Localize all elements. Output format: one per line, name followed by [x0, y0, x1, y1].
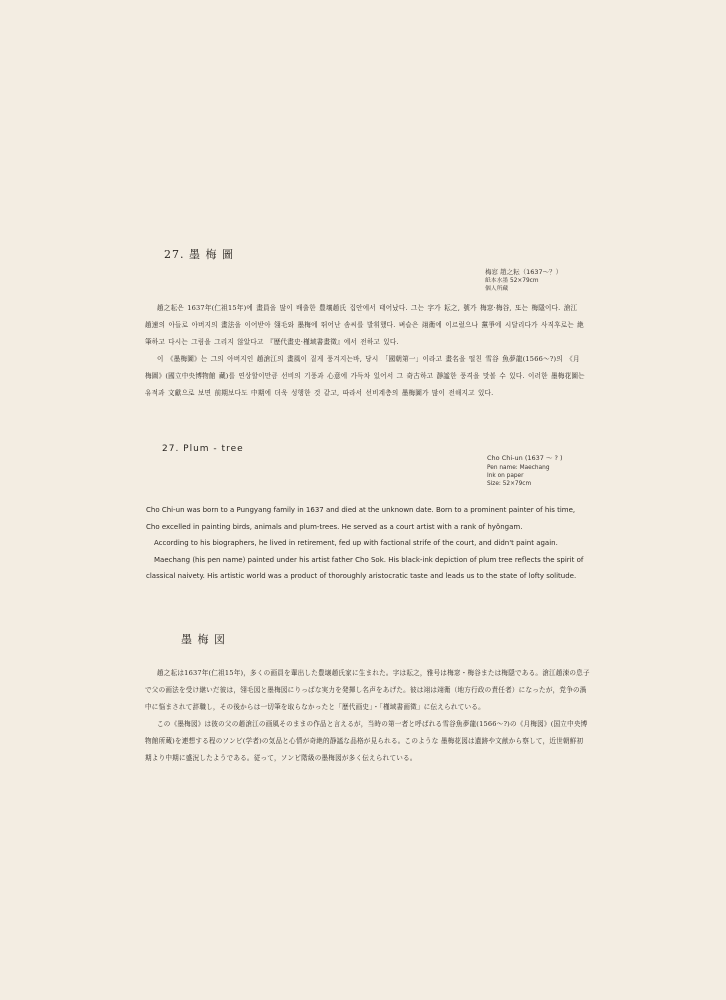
- english-body: [146, 502, 586, 585]
- korean-meta-artist: 梅窓 趙之耘（1637～？）: [485, 268, 563, 276]
- korean-meta-collection: 個人所藏: [485, 286, 509, 292]
- english-title: 27. Plum - tree: [162, 444, 244, 454]
- english-paragraph: Maechang (his pen name) painted under his artist father Cho Sok. His black-ink depiction of plum tree reflects the spirit of classical naivety. His artistic world was a product of thoroughly aristocratic taste and leads us to the state of lofty solitude.: [146, 555, 584, 580]
- english-meta-artist: Cho Chi-un (1637 ～ ? ): [487, 454, 563, 462]
- japanese-paragraph: この《墨梅図》は彼の父の趙滄江の画風そのままの作品と言えるが，当時の第一者と呼ばれる雪谷魚夢龍(1566～?)の《月梅図》(国立中央博物館所蔵)を連想する程のソンビ(学者)の気品と心情が奇絶的静謐な品格が見られる。このような 墨梅花図は遺跡や文献から察して，近世朝鮮初期より中期に盛況したようである。従って，ソンビ階級の墨梅図が多く伝えられている。: [145, 720, 588, 762]
- korean-paragraph: 趙之耘은 1637年(仁祖15年)에 畫員을 많이 배출한 豊壤趙氏 집안에서 태어났다. 그는 字가 耘之, 號가 梅窓·梅谷, 또는 梅隱이다. 滄江 趙速의 아들로 아버지의 畫法을 이어받아 翎毛와 墨梅에 뛰어난 솜씨를 발휘했다. 벼슬은 翊衛에 이르렀으나 黨爭에 시달리다가 사직후로는 絶筆하고 다시는 그림을 그리지 않았다고 『歷代畫史·槿域書畫徵』에서 전하고 있다.: [145, 304, 584, 346]
- korean-meta: [485, 267, 625, 293]
- english-meta-medium: Ink on paper: [487, 473, 524, 479]
- english-meta-penname: Pen name: Maechang: [487, 465, 550, 471]
- japanese-paragraph: 趙之耘は1637年(仁祖15年)，多くの画員を輩出した豊壌趙氏家に生まれた。字は耘之，雅号は梅窓・梅谷または梅隠である。滄江趙涑の息子で父の画法を受け継いだ彼は，翎毛図と墨梅図にりっぱな実力を発揮し名声をあげた。彼は翊は翊衛（地方行政の責任者）になったが，党争の渦中に悩まされて辞職し，その後からは一切筆を取らなかったと「歴代画史」・「槿域書画徵」に伝えられている。: [145, 669, 590, 711]
- korean-body: [145, 300, 585, 402]
- korean-paragraph: 이 《墨梅圖》는 그의 아버지인 趙滄江의 畫風이 짙게 풍겨지는바, 당시 「國朝第一」이라고 畫名을 떨친 雪谷 魚夢龍(1566～?)의 《月梅圖》(國立中央博物館 藏)를 연상할이만큼 선비의 기풍과 心意에 가득차 있어서 그 奇古하고 靜謐한 풍격을 맛볼 수 있다. 이러한 墨梅花圖는 유적과 文獻으로 보면 前期보다도 中期에 더욱 성행한 것 같고, 따라서 선비계층의 墨梅圖가 많이 전해지고 있다.: [145, 355, 585, 397]
- japanese-body: [145, 665, 590, 767]
- japanese-title: 墨 梅 図: [181, 633, 226, 646]
- english-paragraph: According to his biographers, he lived in retirement, fed up with factional strife of the court, and didn't paint again.: [154, 539, 558, 547]
- english-meta-size: Size: 52×79cm: [487, 481, 532, 487]
- korean-meta-medium: 紙本水墨 52×79cm: [485, 278, 539, 284]
- korean-title: 27. 墨 梅 圖: [164, 248, 234, 261]
- english-paragraph: Cho Chi-un was born to a Pungyang family in 1637 and died at the unknown date. Born to a prominent painter of his time, Cho excelled in painting birds, animals and plum-trees. He served as a court artist with a rank of hyŏngam.: [146, 506, 576, 531]
- english-meta: [487, 452, 617, 488]
